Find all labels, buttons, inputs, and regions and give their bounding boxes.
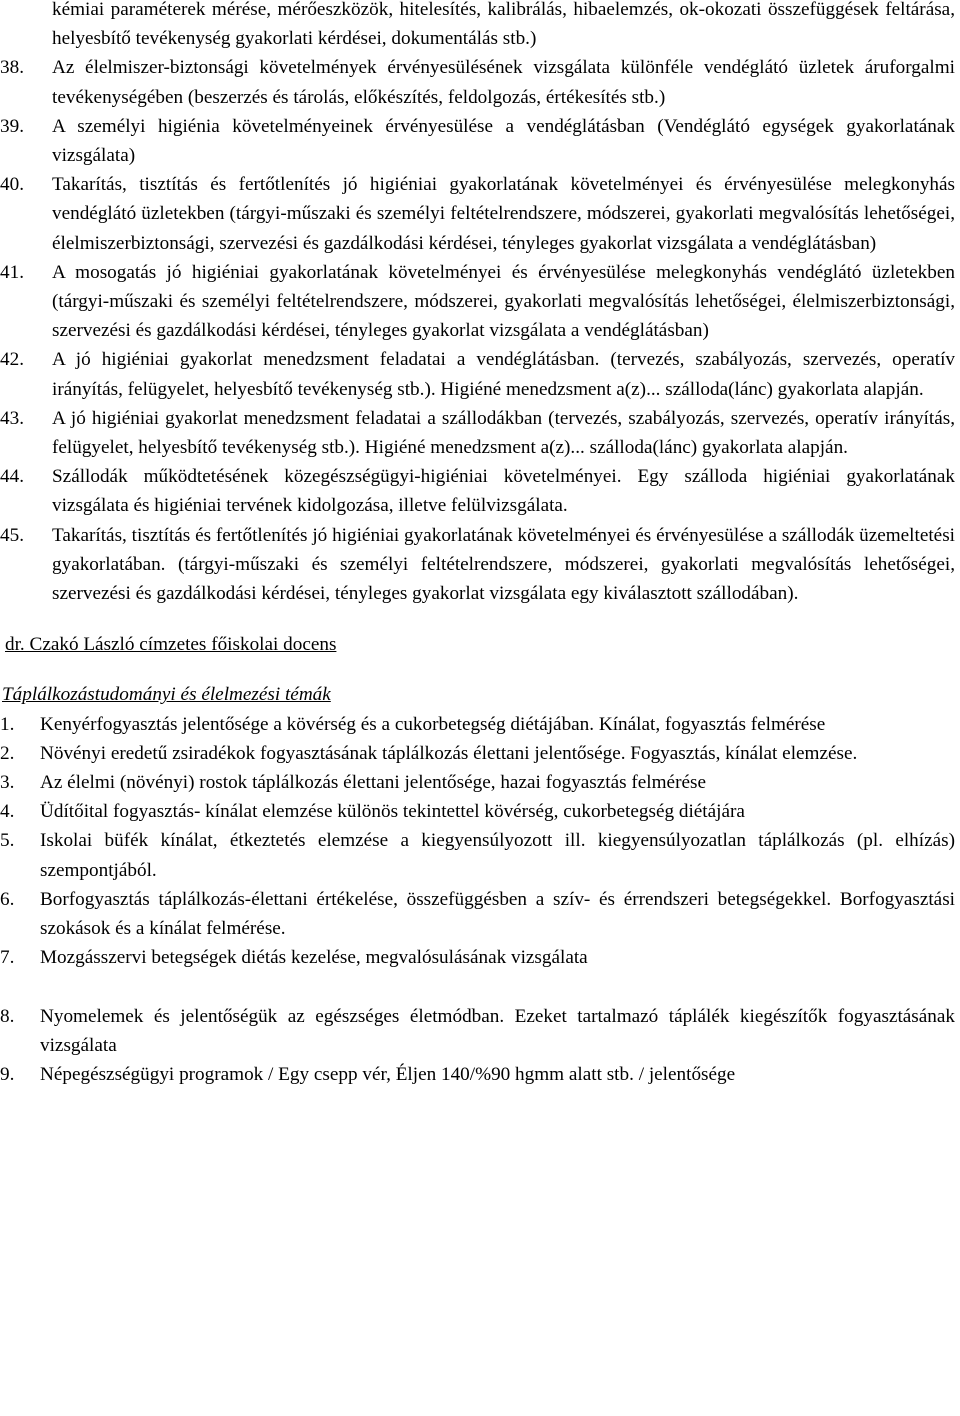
item-number: 43.	[0, 407, 24, 429]
item-number: 3.	[0, 772, 15, 794]
item-text: Növényi eredetű zsiradékok fogyasztásának táplálkozás élettani jelentősége. Fogyasztás, kínálat elemzése.	[40, 742, 858, 764]
item-number: 40.	[0, 174, 24, 196]
item-text: Szállodák működtetésének közegészségügyi-higiéniai követelményei. Egy szálloda higiéniai gyakorlatának vizsgálata és higiéniai tervének kidolgozása, illetve felülvizsgálata.	[52, 466, 955, 517]
author-heading: dr. Czakó László címzetes főiskolai docens	[5, 634, 337, 656]
item-text: A jó higiéniai gyakorlat menedzsment feladatai a szállodákban (tervezés, szabályozás, szervezés, operatív irányítás, felügyelet, helyesbítő tevékenység stb.). Higiéné menedzsment a(z)... szálloda(lánc) gyakorlata alapján.	[52, 407, 955, 459]
item-text: Borfogyasztás táplálkozás-élettani értékelése, összefüggésben a szív- és érrendszeri betegségekkel. Borfogyasztási szokások és a kínálat felmérése.	[40, 888, 955, 940]
spacer	[0, 973, 955, 1002]
list-item	[0, 170, 955, 258]
item-text: Üdítőital fogyasztás- kínálat elemzése különös tekintettel kövérség, cukorbetegség diétájára	[40, 801, 745, 823]
item-text: Mozgásszervi betegségek diétás kezelése, megvalósulásának vizsgálata	[40, 947, 588, 969]
list-item	[0, 1002, 955, 1060]
list-item	[0, 943, 955, 972]
list-item	[0, 768, 955, 797]
list-item	[0, 258, 955, 346]
item-text: Az élelmi (növényi) rostok táplálkozás élettani jelentősége, hazai fogyasztás felmérése	[40, 772, 706, 794]
item-number: 41.	[0, 261, 24, 283]
list-item	[0, 404, 955, 462]
list-item	[0, 1060, 955, 1089]
item-number: 45.	[0, 524, 24, 546]
item-text: Nyomelemek és jelentőségük az egészséges életmódban. Ezeket tartalmazó táplálék kiegészítők fogyasztásának vizsgálata	[40, 1005, 955, 1056]
list-item	[0, 710, 955, 739]
section-topics-continued	[0, 0, 955, 608]
item-text: Iskolai büfék kínálat, étkeztetés elemzése a kiegyensúlyozott ill. kiegyensúlyozatlan táplálkozás (pl. elhízás) szempontjából.	[40, 830, 955, 881]
item-number: 44.	[0, 466, 24, 488]
item-text: Kenyérfogyasztás jelentősége a kövérség és a cukorbetegség diétájában. Kínálat, fogyasztás felmérése	[40, 713, 826, 735]
item-number: 39.	[0, 115, 24, 137]
section-title: Táplálkozástudományi és élelmezési témák	[2, 684, 331, 706]
item-number: 1.	[0, 713, 15, 735]
list-item	[0, 53, 955, 111]
item-number: 6.	[0, 888, 15, 910]
item-number: 8.	[0, 1005, 15, 1027]
item-number: 7.	[0, 947, 15, 969]
list-item	[0, 112, 955, 170]
item-text: Az élelmiszer-biztonsági követelmények érvényesülésének vizsgálata különféle vendéglátó üzletek áruforgalmi tevékenységében (beszerzés és tárolás, előkészítés, feldolgozás, értékesítés stb.)	[52, 57, 955, 108]
list-item	[0, 826, 955, 884]
section-nutrition-topics	[0, 710, 955, 1089]
item-number: 9.	[0, 1063, 15, 1085]
item-number: 5.	[0, 830, 15, 852]
list-item	[0, 521, 955, 609]
item-text: Takarítás, tisztítás és fertőtlenítés jó higiéniai gyakorlatának követelményei és érvényesülése a szállodák üzemeltetési gyakorlatában. (tárgyi-műszaki és személyi feltételrendszere, módszerei, gyakorlati megvalósítás lehetőségei, szervezési és gazdálkodási kérdései, tényleges gyakorlat vizsgálata egy kiválasztott szállodában).	[52, 524, 955, 605]
item-text: Népegészségügyi programok / Egy csepp vér, Éljen 140/%90 hgmm alatt stb. / jelentősége	[40, 1063, 736, 1085]
item-text: A jó higiéniai gyakorlat menedzsment feladatai a vendéglátásban. (tervezés, szabályozás, szervezés, operatív irányítás, felügyelet, helyesbítő tevékenység stb.). Higiéné menedzsment a(z)... szálloda(lánc) gyakorlata alapján.	[52, 349, 955, 400]
continuation-paragraph: kémiai paraméterek mérése, mérőeszközök, hitelesítés, kalibrálás, hibaelemzés, ok-okozati összefüggések feltárása, helyesbítő tevékenység gyakorlati kérdései, dokumentálás stb.)	[52, 0, 955, 50]
list-item	[0, 739, 955, 768]
list-item	[0, 345, 955, 403]
item-number: 2.	[0, 742, 15, 764]
list-item	[0, 797, 955, 826]
item-text: A mosogatás jó higiéniai gyakorlatának követelményei és érvényesülése melegkonyhás vendéglátó üzletekben (tárgyi-műszaki és személyi feltételrendszere, módszerei, gyakorlati megvalósítás lehetőségei, élelmiszerbiztonsági, szervezési és gazdálkodási kérdései, tényleges gyakorlat vizsgálata a vendéglátásban)	[52, 261, 955, 342]
item-number: 42.	[0, 349, 24, 371]
item-number: 38.	[0, 57, 24, 79]
list-item	[0, 462, 955, 520]
item-text: Takarítás, tisztítás és fertőtlenítés jó higiéniai gyakorlatának követelményei és érvényesülése melegkonyhás vendéglátó üzletekben (tárgyi-műszaki és személyi feltételrendszere, módszerei, gyakorlati megvalósítás lehetőségei, élelmiszerbiztonsági, szervezési és gazdálkodási kérdései, tényleges gyakorlat vizsgálata a vendéglátásban)	[52, 174, 955, 254]
item-number: 4.	[0, 801, 15, 823]
item-text: A személyi higiénia követelményeinek érvényesülése a vendéglátásban (Vendéglátó egységek gyakorlatának vizsgálata)	[52, 115, 955, 167]
list-item	[0, 885, 955, 943]
